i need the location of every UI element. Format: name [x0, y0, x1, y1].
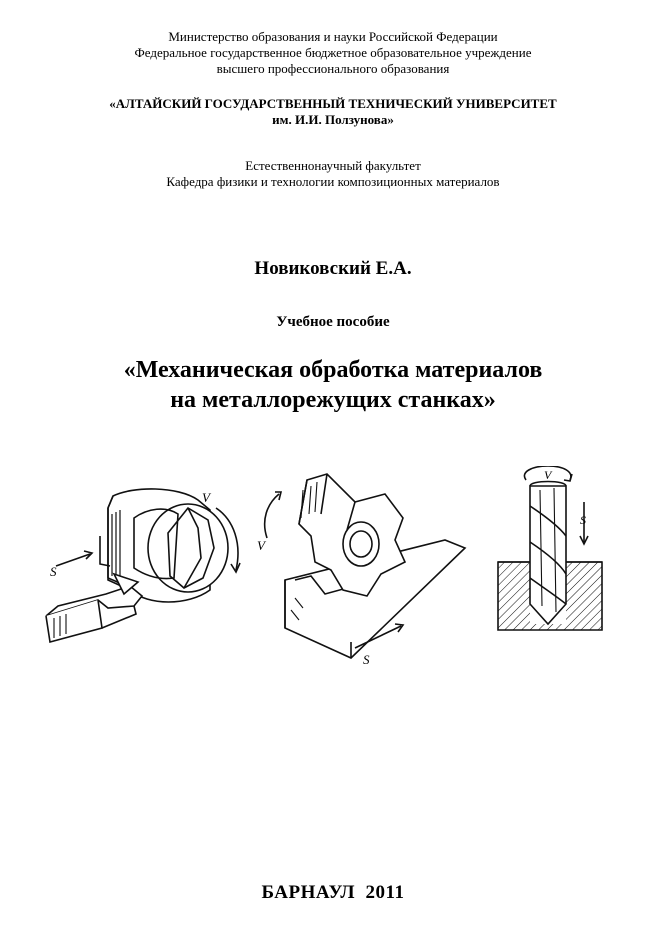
drilling-speed-label: V — [544, 468, 552, 482]
turning-illustration — [38, 478, 248, 660]
ministry-line: Министерство образования и науки Российской Федерации — [168, 29, 498, 44]
faculty-line: Естественнонаучный факультет — [245, 158, 421, 173]
author-name: Новиковский Е.А. — [254, 258, 412, 279]
milling-feed-label: S — [363, 652, 370, 667]
department-line: Кафедра физики и технологии композиционных материалов — [166, 174, 500, 189]
university-name-line-2: им. И.И. Ползунова» — [272, 112, 394, 127]
milling-speed-label: V — [257, 538, 265, 553]
turning-speed-label: V — [202, 490, 210, 505]
document-type: Учебное пособие — [276, 314, 390, 330]
drilling-feed-label: S — [580, 513, 586, 527]
book-title-line-2: на металлорежущих станках» — [170, 387, 496, 413]
turning-feed-label: S — [50, 564, 57, 579]
institution-type-line-2: высшего профессионального образования — [216, 61, 450, 76]
institution-type-line-1: Федеральное государственное бюджетное образовательное учреждение — [134, 45, 532, 60]
milling-illustration — [255, 470, 473, 668]
university-name-line-1: «АЛТАЙСКИЙ ГОСУДАРСТВЕННЫЙ ТЕХНИЧЕСКИЙ УНИВЕРСИТЕТ — [109, 96, 557, 111]
city-year: БАРНАУЛ 2011 — [261, 882, 405, 903]
book-title-line-1: «Механическая обработка материалов — [123, 357, 543, 383]
drilling-illustration — [490, 466, 610, 636]
